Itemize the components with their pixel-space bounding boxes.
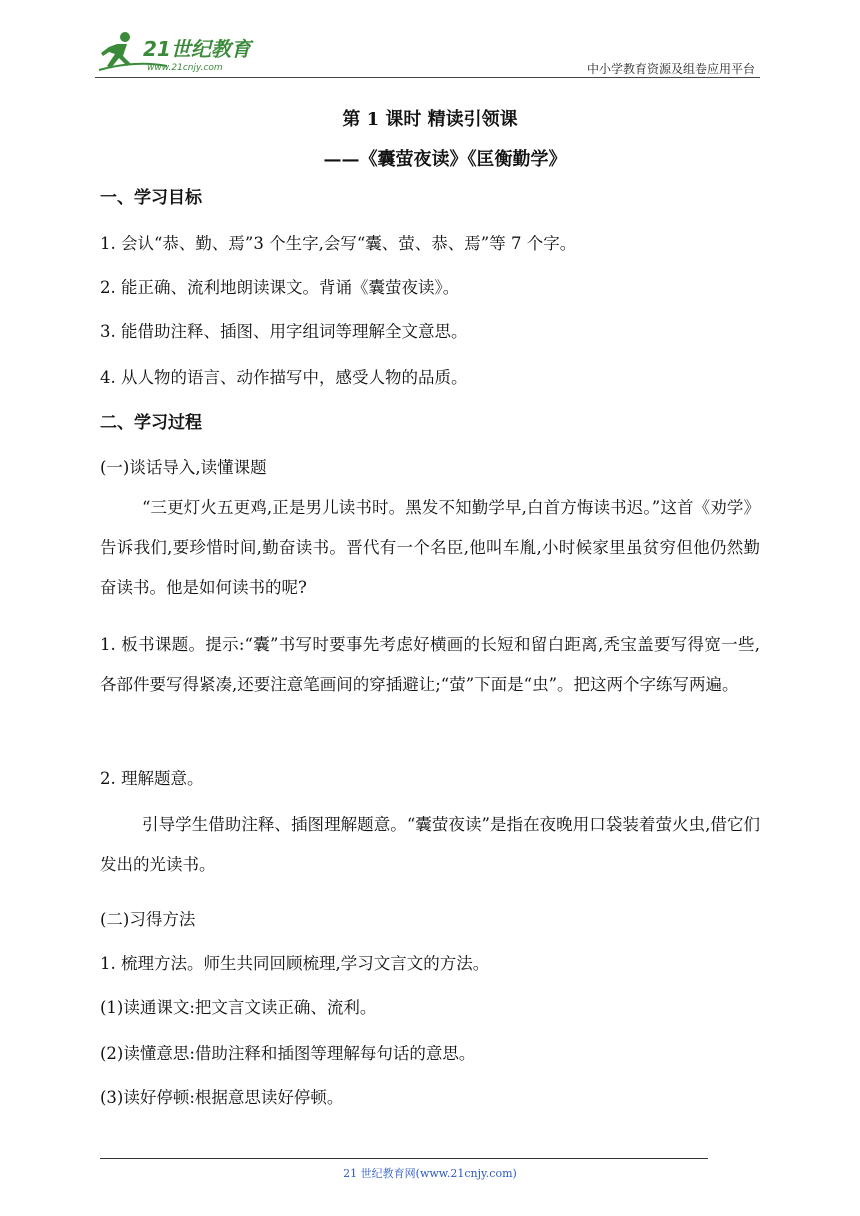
- goal-item: 1. 会认“恭、勤、焉”3 个生字,会写“囊、萤、恭、焉”等 7 个字。: [100, 234, 577, 253]
- lesson-title: 第 1 课时 精读引领课: [342, 109, 518, 130]
- method-item: (3)读好停顿:根据意思读好停顿。: [100, 1088, 344, 1107]
- goal-item: 3. 能借助注释、插图、用字组词等理解全文意思。: [100, 322, 468, 341]
- section-heading-process: 二、学习过程: [100, 413, 202, 433]
- intro-text: “三更灯火五更鸡,正是男儿读书时。黑发不知勤学早,白首方悔读书迟。”这首《劝学》告诉我们,要珍惜时间,勤奋读书。晋代有一个名臣,他叫车胤,小时候家里虽贫穷但他仍然勤奋读书。他是如何读书的呢?: [100, 498, 760, 597]
- subsection-heading: (一)谈话导入,读懂课题: [100, 458, 267, 477]
- subsection-heading: (二)习得方法: [100, 910, 196, 929]
- footer-link[interactable]: 21 世纪教育网(www.21cnjy.com): [343, 1167, 517, 1180]
- section-heading-goals: 一、学习目标: [100, 188, 202, 208]
- goal-item: 2. 能正确、流利地朗读课文。背诵《囊萤夜读》。: [100, 278, 460, 297]
- step-item: 2. 理解题意。: [100, 769, 204, 788]
- goal-item: 4. 从人物的语言、动作描写中，感受人物的品质。: [100, 368, 468, 387]
- logo[interactable]: [95, 30, 265, 76]
- logo-runner-icon: [95, 30, 265, 76]
- logo-url: www.21cnjy.com: [147, 63, 223, 73]
- intro-paragraph: [100, 488, 760, 608]
- footer-divider: [100, 1158, 708, 1159]
- logo-text: 21世纪教育: [143, 37, 251, 61]
- method-item: (1)读通课文:把文言文读正确、流利。: [100, 998, 377, 1017]
- meaning-text: 引导学生借助注释、插图理解题意。“囊萤夜读”是指在夜晚用口袋装着萤火虫,借它们发出的光读书。: [100, 815, 760, 874]
- meaning-paragraph: [100, 805, 760, 885]
- lesson-subtitle: ——《囊萤夜读》《匡衡勤学》: [323, 149, 567, 170]
- platform-name: 中小学教育资源及组卷应用平台: [586, 62, 755, 76]
- step-paragraph: 1. 板书课题。提示:“囊”书写时要事先考虑好横画的长短和留白距离,秃宝盖要写得宽一些,各部件要写得紧凑,还要注意笔画间的穿插避让;“萤”下面是“虫”。把这两个字练写两遍。: [100, 635, 760, 694]
- method-item: 1. 梳理方法。师生共同回顾梳理,学习文言文的方法。: [100, 954, 490, 973]
- header-divider: [95, 77, 760, 78]
- method-item: (2)读懂意思:借助注释和插图等理解每句话的意思。: [100, 1044, 476, 1063]
- page-header: [95, 30, 760, 80]
